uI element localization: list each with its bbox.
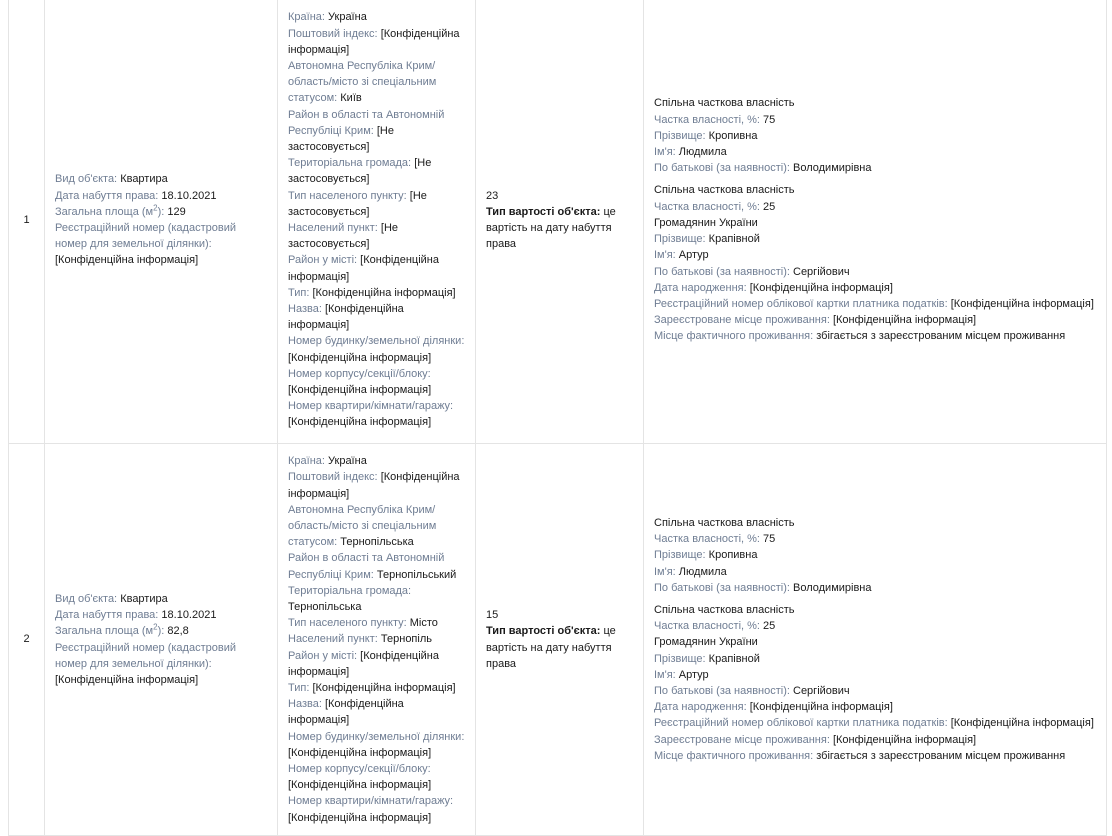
owner-field [654,328,1096,344]
cost-value: 23 [486,189,499,202]
field-label: Номер будинку/земельної ділянки: [288,335,465,348]
ownership-title: Спільна часткова власність [654,184,795,197]
object-cell [45,444,278,836]
field-label: Район у місті: [288,254,358,267]
address-field [288,793,465,825]
table-row [9,0,1107,444]
field-label: Ім'я: [654,668,676,681]
registration-number [55,640,267,689]
field-value: Громадянин України [654,216,758,229]
owner-block [654,182,1096,344]
field-label: Дата народження: [654,701,747,714]
field-value: Місто [409,617,438,630]
owner-field [654,651,1096,667]
field-label: Вид об'єкта: [55,592,118,605]
address-field [288,648,465,680]
field-value: Тернопільський [376,568,457,581]
cost-cell [476,444,644,836]
field-label [55,203,165,218]
field-value: [Конфіденційна інформація] [288,811,432,824]
field-label: Прізвище: [654,129,706,142]
field-label: Номер корпусу/секції/блоку: [288,763,431,776]
address-field [288,680,465,696]
field-label: Тип: [288,682,310,694]
field-value: збігається з зареєстрованим місцем проживання [816,749,1066,762]
address-cell [278,444,476,836]
object-type [55,591,267,607]
property-table [8,0,1107,836]
field-label: Країна: [288,11,325,24]
address-field [288,761,465,793]
owner-field [654,699,1096,715]
field-value: [Не застосовується] [288,124,394,153]
address-field [288,398,465,430]
field-label: Район в області та Автономній Республіці Крим: [288,552,445,581]
field-value: [Конфіденційна інформація] [288,698,404,727]
field-value: Тернопільська [288,600,362,613]
field-label: Територіальна громада: [288,584,412,597]
field-value: Квартира [120,592,168,605]
row-number: 1 [9,0,45,444]
field-value: [Конфіденційна інформація] [55,254,199,267]
field-value: [Конфіденційна інформація] [832,733,977,746]
field-label: Номер квартири/кімнати/гаражу: [288,400,454,413]
address-field [288,9,465,25]
owner-field [654,618,1096,634]
field-value: [Конфіденційна інформація] [288,471,460,500]
ownership-title: Спільна часткова власність [654,516,795,529]
owner-block [654,602,1096,764]
field-value: [Конфіденційна інформація] [288,351,432,364]
owner-field [654,215,1096,231]
field-value: [Конфіденційна інформація] [288,416,432,429]
field-value: Квартира [120,173,168,186]
field-value: [Конфіденційна інформація] [288,746,432,759]
field-label: Населений пункт: [288,222,378,234]
field-value: [Не застосовується] [288,157,432,186]
field-label: Частка власності, %: [654,533,760,546]
field-label: Назва: [288,698,322,711]
field-label: Територіальна громада: [288,157,412,170]
owner-field [654,312,1096,328]
field-value: Володимирівна [793,162,872,175]
address-field [288,631,465,647]
field-label: Автономна Республіка Крим/ область/місто зі спеціальним статусом: [288,503,437,549]
field-label: Місце фактичного проживання: [654,749,814,762]
address-field [288,107,465,156]
area-label-text: Загальна площа (м [55,205,154,218]
field-value: збігається з зареєстрованим місцем проживання [816,330,1066,343]
acquisition-date [55,188,267,204]
field-value: [Конфіденційна інформація] [950,717,1094,730]
field-label: Вид об'єкта: [55,173,118,186]
owners-cell [644,0,1107,444]
field-value: [Не застосовується] [288,222,399,251]
field-label: Назва: [288,303,322,316]
field-label: Номер квартири/кімнати/гаражу: [288,795,454,808]
field-label: Поштовий індекс: [288,27,378,40]
field-value: Сергійович [793,685,850,697]
field-label: Населений пункт: [288,633,378,646]
field-label: Район у місті: [288,649,358,662]
owner-block [654,515,1096,596]
field-label: Прізвище: [654,233,706,246]
field-value: [Конфіденційна інформація] [950,297,1094,310]
field-value: 18.10.2021 [161,609,217,622]
owner-field [654,128,1096,144]
field-label: Частка власності, %: [654,113,760,126]
area-label-close: ): [157,205,165,218]
field-label: Частка власності, %: [654,200,760,213]
field-label: Тип населеного пункту: [288,189,407,202]
field-label: Дата набуття права: [55,609,159,622]
owner-field [654,280,1096,296]
cost-cell [476,0,644,444]
address-field [288,155,465,187]
owner-field [654,296,1096,312]
field-label: Поштовий індекс: [288,471,378,484]
field-label: Зареєстроване місце проживання: [654,314,830,327]
total-area [55,204,267,220]
field-value: [Конфіденційна інформація] [55,673,199,686]
field-label: Місце фактичного проживання: [654,330,814,343]
owner-field [654,667,1096,683]
address-field [288,550,465,582]
address-field [288,696,465,728]
field-value: Україна [328,11,367,24]
address-field [288,301,465,333]
field-value: [Конфіденційна інформація] [749,281,893,294]
object-type [55,171,267,187]
owner-field [654,247,1096,263]
table-row [9,444,1107,836]
owner-field [654,732,1096,748]
field-value: [Конфіденційна інформація] [749,701,893,714]
field-label: По батькові (за наявності): [654,581,790,594]
field-value: Крапівной [708,652,760,665]
field-value: Людмила [678,565,727,578]
field-value: [Конфіденційна інформація] [312,682,456,694]
field-label: Дата набуття права: [55,189,159,202]
field-value: [Конфіденційна інформація] [288,303,404,332]
owner-field [654,112,1096,128]
field-value: Тернопіль [380,633,432,646]
cost-type-label: Тип вартості об'єкта: [486,625,601,638]
field-label [55,622,165,638]
field-value: [Конфіденційна інформація] [288,384,432,397]
field-label: Ім'я: [654,146,676,159]
cost-type-label: Тип вартості об'єкта: [486,205,601,218]
address-field [288,333,465,365]
cost-type-value: це вартість на дату набуття права [486,205,616,251]
field-value: [Конфіденційна інформація] [288,254,439,283]
address-cell [278,0,476,444]
cost-type-value: це вартість на дату набуття права [486,625,616,670]
field-value: Артур [678,249,709,262]
total-area [55,623,267,639]
address-field [288,615,465,631]
address-field [288,58,465,107]
field-value: 75 [763,113,776,126]
address-field [288,252,465,284]
registration-number [55,220,267,269]
address-field [288,220,465,252]
area-sup: 2 [153,622,158,632]
field-value: 82,8 [167,625,189,638]
property-table-body [9,0,1107,836]
owner-block [654,95,1096,176]
field-label: Тип: [288,286,310,299]
field-value: Тернопільська [340,536,414,549]
area-label-text: Загальна площа (м [55,625,154,638]
field-value: 25 [763,620,776,633]
address-field [288,469,465,501]
acquisition-date [55,607,267,623]
field-label: Автономна Республіка Крим/ область/місто зі спеціальним статусом: [288,59,437,105]
cost-type [486,204,633,253]
field-value: [Не застосовується] [288,189,427,218]
field-label: Ім'я: [654,565,676,578]
owner-field [654,580,1096,596]
field-label: Реєстраційний номер (кадастровий номер для земельної ділянки): [55,222,236,251]
owner-field [654,748,1096,764]
ownership-title: Спільна часткова власність [654,603,795,616]
field-label: Країна: [288,455,325,468]
field-value: Кропивна [708,129,758,142]
owner-field [654,264,1096,280]
field-value: [Конфіденційна інформація] [288,779,432,792]
field-label: Номер будинку/земельної ділянки: [288,730,465,743]
field-label: Прізвище: [654,652,706,665]
field-value: Сергійович [793,265,850,278]
field-value: Громадянин України [654,636,758,649]
field-value: [Конфіденційна інформація] [288,27,460,56]
area-sup: 2 [153,203,158,213]
field-value: [Конфіденційна інформація] [832,314,977,327]
cost-value: 15 [486,609,499,622]
field-label: По батькові (за наявності): [654,265,790,278]
cost-type [486,623,633,672]
field-label: Частка власності, %: [654,620,760,633]
owner-field [654,160,1096,176]
address-field [288,366,465,398]
address-field [288,453,465,469]
row-number: 2 [9,444,45,836]
owner-field [654,199,1096,215]
field-value: Україна [328,455,367,468]
address-field [288,502,465,551]
field-label: Дата народження: [654,281,747,294]
address-field [288,729,465,761]
field-label: Реєстраційний номер (кадастровий номер для земельної ділянки): [55,641,236,670]
field-label: Реєстраційний номер облікової картки платника податків: [654,717,948,730]
field-value: 129 [167,205,186,218]
field-label: Район в області та Автономній Республіці Крим: [288,108,445,137]
field-label: Зареєстроване місце проживання: [654,733,830,746]
field-label: Прізвище: [654,549,706,562]
field-label: Ім'я: [654,249,676,262]
owner-field [654,683,1096,699]
field-value: Київ [340,92,362,105]
owner-field [654,547,1096,563]
owners-cell [644,444,1107,836]
address-field [288,188,465,220]
field-label: Тип населеного пункту: [288,617,407,630]
field-label: По батькові (за наявності): [654,685,790,697]
owner-field [654,715,1096,731]
field-value: [Конфіденційна інформація] [312,286,456,299]
field-label: Реєстраційний номер облікової картки платника податків: [654,297,948,310]
owner-field [654,231,1096,247]
field-value: Артур [678,668,709,681]
field-label: Номер корпусу/секції/блоку: [288,367,431,380]
field-value: Кропивна [708,549,758,562]
address-field [288,583,465,615]
field-value: Крапівной [708,233,760,246]
owner-field [654,531,1096,547]
field-label: По батькові (за наявності): [654,162,790,175]
field-value: 18.10.2021 [161,189,217,202]
field-value: Володимирівна [793,581,872,594]
field-value: 75 [763,533,776,546]
object-cell [45,0,278,444]
address-field [288,26,465,58]
owner-field [654,144,1096,160]
ownership-title: Спільна часткова власність [654,97,795,110]
owner-field [654,564,1096,580]
area-label-close: ): [157,625,165,638]
owner-field [654,634,1096,650]
field-value: Людмила [678,146,727,159]
field-value: 25 [763,200,776,213]
address-field [288,285,465,301]
field-value: [Конфіденційна інформація] [288,649,439,678]
